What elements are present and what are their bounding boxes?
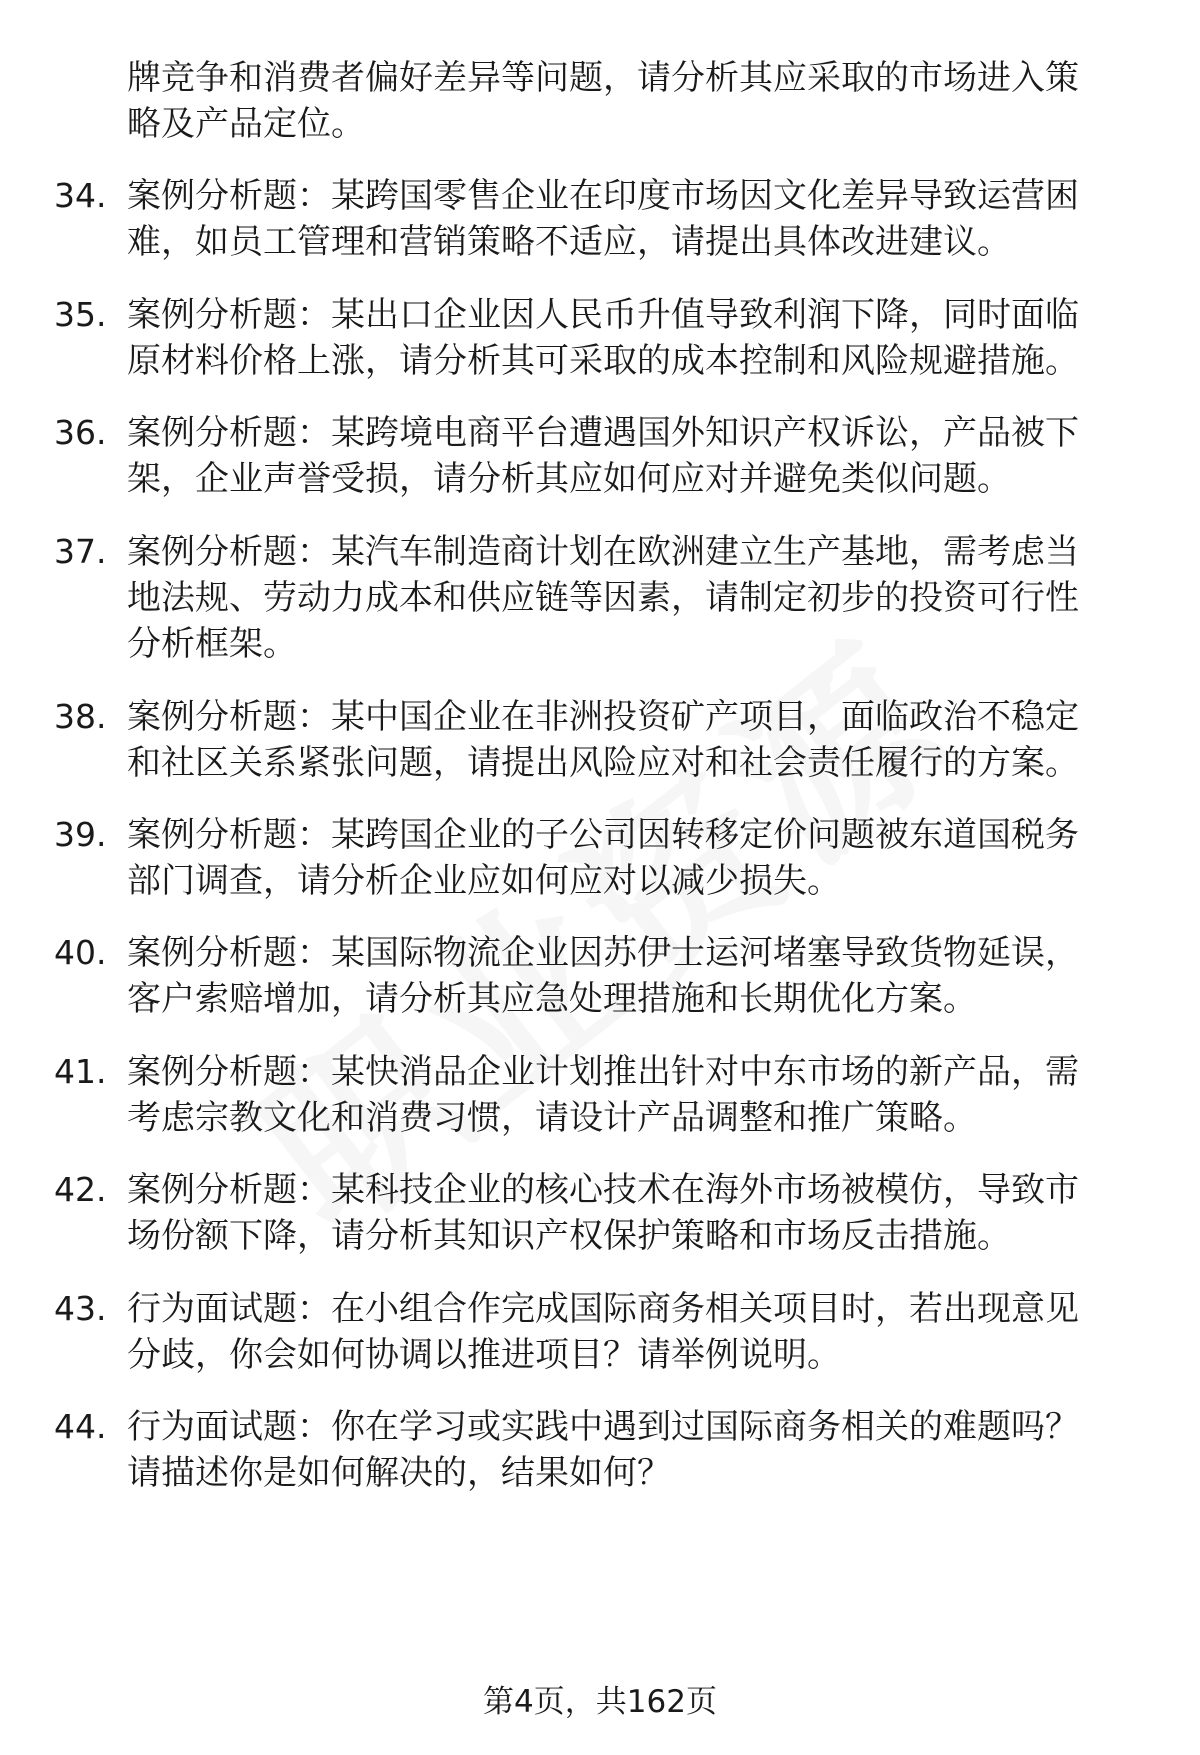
text-line: 案例分析题：某跨境电商平台遭遇国外知识产权诉讼，产品被下 [127,413,1079,453]
question-text [127,410,1137,502]
question-number: 38. [54,697,107,736]
question-text [127,1286,1137,1378]
question-text [127,930,1137,1022]
question-text [127,173,1137,265]
text-line: 和社区关系紧张问题，请提出风险应对和社会责任履行的方案。 [127,743,1079,783]
text-line: 牌竞争和消费者偏好差异等问题，请分析其应采取的市场进入策 [127,58,1079,98]
question-number: 42. [54,1170,107,1209]
text-line: 行为面试题：你在学习或实践中遇到过国际商务相关的难题吗？ [127,1407,1079,1447]
page-number-footer: 第4页，共162页 [483,1684,717,1720]
question-text [127,1404,1137,1496]
text-line: 略及产品定位。 [127,104,365,144]
text-line: 案例分析题：某国际物流企业因苏伊士运河堵塞导致货物延误， [127,933,1079,973]
text-line: 案例分析题：某汽车制造商计划在欧洲建立生产基地，需考虑当 [127,532,1079,572]
text-line: 场份额下降，请分析其知识产权保护策略和市场反击措施。 [127,1216,1011,1256]
text-line: 案例分析题：某出口企业因人民币升值导致利润下降，同时面临 [127,295,1079,335]
question-number: 35. [54,295,107,334]
text-line: 架，企业声誉受损，请分析其应如何应对并避免类似问题。 [127,459,1011,499]
question-number: 40. [54,933,107,972]
text-line: 分歧，你会如何协调以推进项目？请举例说明。 [127,1335,841,1375]
text-line: 考虑宗教文化和消费习惯，请设计产品调整和推广策略。 [127,1098,977,1138]
text-line: 案例分析题：某跨国零售企业在印度市场因文化差异导致运营困 [127,176,1079,216]
question-number: 41. [54,1052,107,1091]
text-line: 客户索赔增加，请分析其应急处理措施和长期优化方案。 [127,979,977,1019]
text-line: 部门调查，请分析企业应如何应对以减少损失。 [127,861,841,901]
question-text [127,55,1137,147]
text-line: 案例分析题：某快消品企业计划推出针对中东市场的新产品，需 [127,1052,1079,1092]
question-text [127,292,1137,384]
text-line: 请描述你是如何解决的，结果如何？ [127,1453,671,1493]
text-line: 分析框架。 [127,624,297,664]
question-number: 37. [54,532,107,571]
question-text [127,529,1137,667]
question-number: 39. [54,815,107,854]
text-line: 地法规、劳动力成本和供应链等因素，请制定初步的投资可行性 [127,578,1079,618]
question-text [127,1049,1137,1141]
text-line: 案例分析题：某中国企业在非洲投资矿产项目，面临政治不稳定 [127,697,1079,737]
question-number: 36. [54,413,107,452]
question-number: 43. [54,1289,107,1328]
text-line: 案例分析题：某跨国企业的子公司因转移定价问题被东道国税务 [127,815,1079,855]
question-number: 34. [54,176,107,215]
text-line: 原材料价格上涨，请分析其可采取的成本控制和风险规避措施。 [127,341,1079,381]
text-line: 行为面试题：在小组合作完成国际商务相关项目时，若出现意见 [127,1289,1079,1329]
question-text [127,812,1137,904]
question-number: 44. [54,1407,107,1446]
question-text [127,694,1137,786]
text-line: 难，如员工管理和营销策略不适应，请提出具体改进建议。 [127,222,1011,262]
text-line: 案例分析题：某科技企业的核心技术在海外市场被模仿，导致市 [127,1170,1079,1210]
question-text [127,1167,1137,1259]
